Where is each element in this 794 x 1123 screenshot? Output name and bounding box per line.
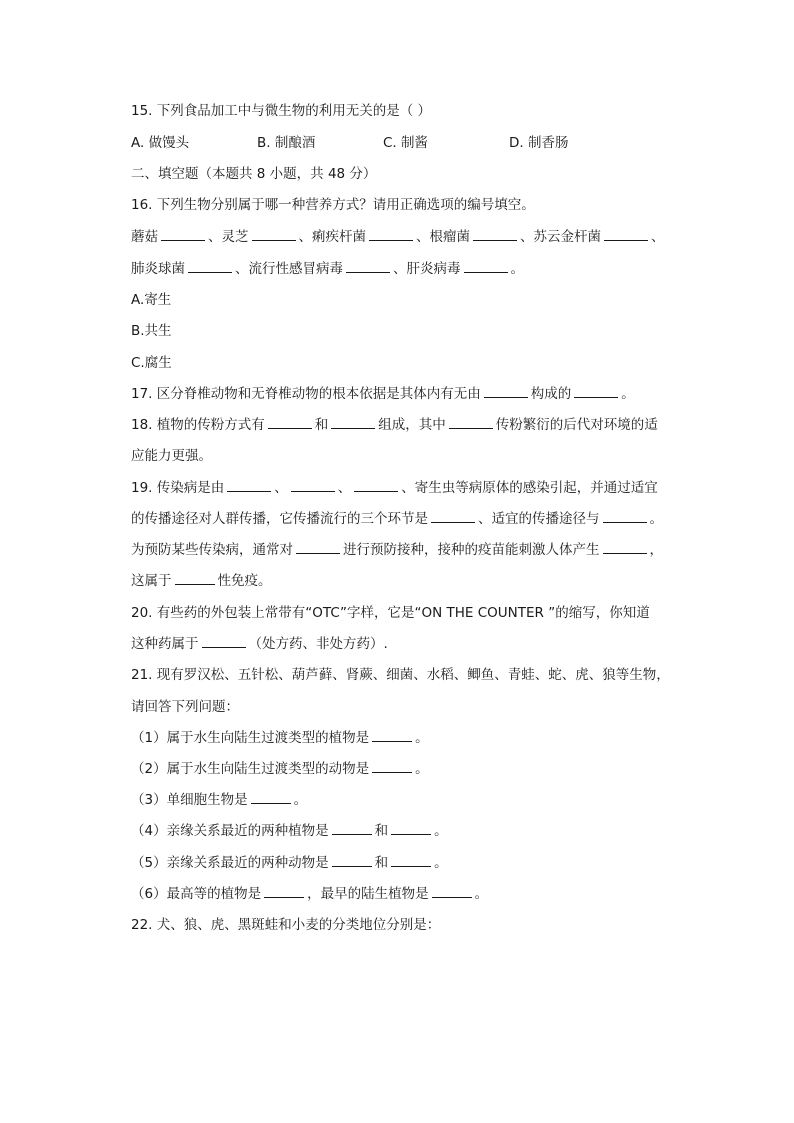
section-heading: 二、填空题（本题共 8 小题，共 48 分） xyxy=(131,166,377,182)
answer-blank[interactable] xyxy=(227,479,271,492)
answer-blank[interactable] xyxy=(291,479,335,492)
answer-blank[interactable] xyxy=(264,885,304,898)
answer-blank[interactable] xyxy=(464,260,508,273)
answer-blank[interactable] xyxy=(252,228,296,241)
answer-blank[interactable] xyxy=(391,854,431,867)
answer-blank[interactable] xyxy=(603,541,647,554)
answer-blank[interactable] xyxy=(331,416,375,429)
answer-blank[interactable] xyxy=(574,385,618,398)
q21-item-1: （1）属于水生向陆生过渡类型的植物是 。 xyxy=(131,730,429,746)
q21-item-5: （5）亲缘关系最近的两种动物是 和 。 xyxy=(131,855,448,871)
answer-blank[interactable] xyxy=(346,260,390,273)
answer-blank[interactable] xyxy=(432,885,472,898)
q21-item-6: （6）最高等的植物是 ，最早的陆生植物是 。 xyxy=(131,886,489,902)
answer-blank[interactable] xyxy=(354,479,398,492)
q15-option-b: B. 制酿酒 xyxy=(257,135,316,151)
q16-line1: 蘑菇 、灵芝 、痢疾杆菌 、根瘤菌 、苏云金杆菌 、 xyxy=(131,229,665,245)
q20-line1: 20. 有些药的外包装上常带有“OTC”字样，它是“ON THE COUNTER ”的缩写，你知道 xyxy=(131,605,650,621)
answer-blank[interactable] xyxy=(603,510,647,523)
answer-blank[interactable] xyxy=(473,228,517,241)
q19-line1: 19. 传染病是由 、 、 、寄生虫等病原体的感染引起，并通过适宜 xyxy=(131,480,658,496)
answer-blank[interactable] xyxy=(161,228,205,241)
q21-line2: 请回答下列问题： xyxy=(131,699,239,715)
q21-line1: 21. 现有罗汉松、五针松、葫芦藓、肾蕨、细菌、水稻、鲫鱼、青蛙、蛇、虎、狼等生物， xyxy=(131,667,670,683)
q16-choice-b: B.共生 xyxy=(131,323,172,339)
answer-blank[interactable] xyxy=(175,572,215,585)
q15-option-c: C. 制酱 xyxy=(383,135,429,151)
q21-item-3: （3）单细胞生物是 。 xyxy=(131,792,308,808)
q16-choice-a: A.寄生 xyxy=(131,292,172,308)
answer-blank[interactable] xyxy=(391,822,431,835)
answer-blank[interactable] xyxy=(449,416,493,429)
answer-blank[interactable] xyxy=(484,385,528,398)
q19-line4: 这属于 性免疫。 xyxy=(131,573,272,589)
q15-option-d: D. 制香肠 xyxy=(509,135,569,151)
answer-blank[interactable] xyxy=(369,228,413,241)
answer-blank[interactable] xyxy=(604,228,648,241)
answer-blank[interactable] xyxy=(268,416,312,429)
q16-stem: 16. 下列生物分别属于哪一种营养方式？请用正确选项的编号填空。 xyxy=(131,197,535,213)
q22-stem: 22. 犬、狼、虎、黑斑蛙和小麦的分类地位分别是： xyxy=(131,917,441,933)
answer-blank[interactable] xyxy=(332,854,372,867)
answer-blank[interactable] xyxy=(372,729,412,742)
answer-blank[interactable] xyxy=(296,541,340,554)
answer-blank[interactable] xyxy=(431,510,475,523)
answer-blank[interactable] xyxy=(332,822,372,835)
q17: 17. 区分脊椎动物和无脊椎动物的根本依据是其体内有无由 构成的 。 xyxy=(131,386,635,402)
answer-blank[interactable] xyxy=(251,791,291,804)
q21-item-2: （2）属于水生向陆生过渡类型的动物是 。 xyxy=(131,761,429,777)
q20-line2: 这种药属于 （处方药、非处方药）. xyxy=(131,636,388,652)
q15-option-a: A. 做馒头 xyxy=(131,135,190,151)
q21-item-4: （4）亲缘关系最近的两种植物是 和 。 xyxy=(131,823,448,839)
answer-blank[interactable] xyxy=(372,760,412,773)
q16-choice-c: C.腐生 xyxy=(131,355,172,371)
q19-line2: 的传播途径对人群传播，它传播流行的三个环节是 、适宜的传播途径与 。 xyxy=(131,511,663,527)
q15-stem: 15. 下列食品加工中与微生物的利用无关的是（ ） xyxy=(131,103,432,119)
answer-blank[interactable] xyxy=(202,635,246,648)
answer-blank[interactable] xyxy=(188,260,232,273)
q16-line2: 肺炎球菌 、流行性感冒病毒 、肝炎病毒 。 xyxy=(131,261,524,277)
q18-line2: 应能力更强。 xyxy=(131,448,212,464)
q18-line1: 18. 植物的传粉方式有 和 组成，其中 传粉繁衍的后代对环境的适 xyxy=(131,417,658,433)
q19-line3: 为预防某些传染病，通常对 进行预防接种，接种的疫苗能刺激人体产生 ， xyxy=(131,542,663,558)
